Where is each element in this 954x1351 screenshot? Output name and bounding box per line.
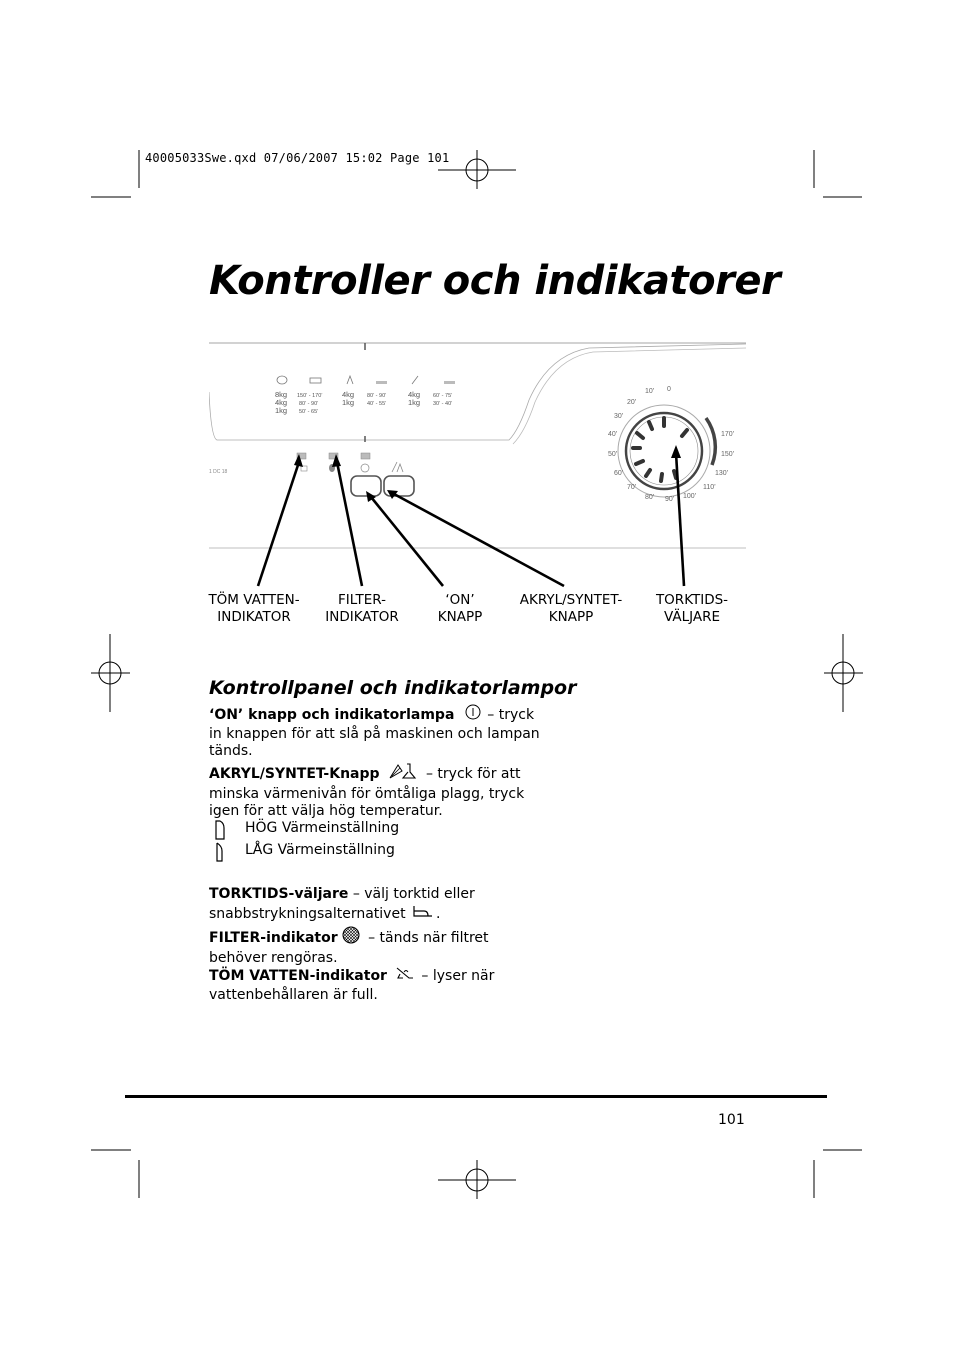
callout-line: AKRYL/SYNTET- xyxy=(519,592,623,608)
program-cotton-load-2: 4kg xyxy=(275,398,288,407)
dial-label-100: 100’ xyxy=(683,493,697,500)
on-button-text-2: knappen för att slå på maskinen och lampan tänds. xyxy=(209,725,540,760)
dial-label-70: 70’ xyxy=(627,484,637,491)
program-synthetic-load-2: 1kg xyxy=(342,398,355,407)
dial-label-80: 80’ xyxy=(645,494,655,501)
program-synthetic-time-1: 80’ - 90’ xyxy=(367,393,387,399)
dial-label-10: 10’ xyxy=(645,388,655,395)
page-number: 101 xyxy=(718,1112,745,1128)
footer-rule xyxy=(125,1095,827,1098)
program-acrylic-load-2: 1kg xyxy=(408,398,421,407)
filter-label: FILTER-indikator xyxy=(209,929,338,946)
acryl-description xyxy=(209,762,549,821)
dial-label-50: 50’ xyxy=(608,451,618,458)
filter-description xyxy=(209,926,549,967)
acryl-label: AKRYL/SYNTET-Knapp xyxy=(209,765,380,782)
callout-line: TORKTIDS- xyxy=(655,592,729,608)
water-container-icon xyxy=(395,965,415,987)
on-button-text-1: – tryck in xyxy=(209,706,535,742)
program-acrylic-time-2: 30’ - 40’ xyxy=(433,401,453,407)
callout-line: FILTER- xyxy=(338,592,386,608)
callout-line: KNAPP xyxy=(437,609,483,625)
low-heat-icon xyxy=(214,842,226,867)
timer-text-1: – välj torktid eller xyxy=(348,886,475,902)
program-cotton-time-3: 50’ - 65’ xyxy=(299,409,319,415)
dial-label-150: 150’ xyxy=(721,451,735,458)
power-icon xyxy=(465,704,481,726)
callout-acryl-button xyxy=(512,592,630,626)
timer-text-2: snabbstrykningsalternativet xyxy=(209,905,406,922)
acryl-text: – tryck för att minska värmenivån för ömtåliga plagg, tryck igen för att välja hög temperatur. xyxy=(209,765,525,820)
callout-water-indicator xyxy=(205,592,303,626)
on-button-label: ‘ON’ knapp och indikatorlampa xyxy=(209,706,455,723)
program-synthetic-time-2: 40’ - 55’ xyxy=(367,401,387,407)
callout-line: INDIKATOR xyxy=(217,609,291,625)
water-text-2: vattenbehållaren är full. xyxy=(209,986,378,1003)
dial-label-110: 110’ xyxy=(703,484,716,491)
callout-on-button xyxy=(425,592,495,626)
callout-line: VÄLJARE xyxy=(663,609,721,625)
dial-label-90: 90’ xyxy=(665,496,675,503)
water-description xyxy=(209,965,549,1004)
callout-timer-dial xyxy=(645,592,739,626)
callout-line: ‘ON’ xyxy=(445,592,475,608)
filter-text-2: rengöras. xyxy=(271,949,338,966)
acrylic-synthetic-icon xyxy=(388,762,422,786)
callout-line: KNAPP xyxy=(548,609,594,625)
dial-label-130: 130’ xyxy=(715,470,729,477)
callout-filter-indicator xyxy=(320,592,404,626)
program-cotton-time-1: 150’ - 170’ xyxy=(297,393,323,399)
dial-label-30: 30’ xyxy=(614,413,624,420)
section-heading: Kontrollpanel och indikatorlampor xyxy=(209,677,577,699)
program-cotton-load-3: 1kg xyxy=(275,406,288,415)
timer-text-3: . xyxy=(436,905,441,922)
heat-low-label: LÅG Värmeinställning xyxy=(245,842,395,858)
callout-line: TÖM VATTEN- xyxy=(208,592,300,608)
water-label: TÖM VATTEN-indikator xyxy=(209,967,387,984)
dial-label-20: 20’ xyxy=(627,399,637,406)
program-synthetic-load-1: 4kg xyxy=(342,390,355,399)
filter-icon xyxy=(342,926,360,950)
program-cotton-load-1: 8kg xyxy=(275,390,288,399)
program-acrylic-time-1: 60’ - 75’ xyxy=(433,393,453,399)
water-text-1: – lyser när xyxy=(421,967,495,984)
program-acrylic-load-1: 4kg xyxy=(408,390,421,399)
timer-label: TORKTIDS-väljare xyxy=(209,886,349,902)
on-button-description xyxy=(209,704,549,761)
page-title: Kontroller och indikatorer xyxy=(209,258,781,304)
model-label: 1 DC 18 xyxy=(209,469,228,475)
dial-label-60: 60’ xyxy=(614,470,624,477)
dial-label-0: 0 xyxy=(667,386,671,393)
heat-high-label: HÖG Värmeinställning xyxy=(245,820,400,836)
callout-line: INDIKATOR xyxy=(325,609,399,625)
filter-text-1: – tänds när filtret behöver xyxy=(209,929,489,966)
dial-label-170: 170’ xyxy=(721,431,735,438)
program-cotton-time-2: 80’ - 90’ xyxy=(299,401,319,407)
print-slug: 40005033Swe.qxd 07/06/2007 15:02 Page 101 xyxy=(145,151,450,165)
iron-easy-icon xyxy=(413,904,433,924)
dial-label-40: 40’ xyxy=(608,431,618,438)
timer-description xyxy=(209,886,549,923)
